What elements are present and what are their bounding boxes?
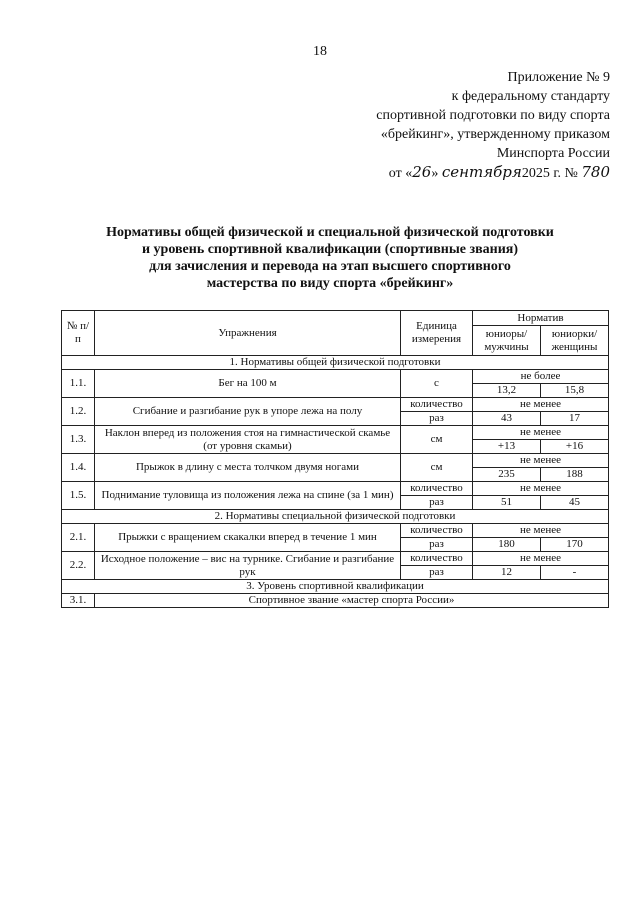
section-row <box>62 510 609 524</box>
header-female: юниорки/ женщины <box>541 326 609 356</box>
row-num: 1.1. <box>62 370 95 398</box>
annex-line-1: Приложение № 9 <box>507 70 610 85</box>
header-norm: Норматив <box>473 311 609 326</box>
row-exercise: Сгибание и разгибание рук в упоре лежа на полу <box>95 398 401 426</box>
order-date-line <box>310 163 610 183</box>
row-unit-2: раз <box>401 538 473 552</box>
annex-line-3: спортивной подготовки по виду спорта <box>376 108 610 123</box>
standards-table <box>61 310 609 608</box>
row-exercise: Бег на 100 м <box>95 370 401 398</box>
row-male: 43 <box>473 412 541 426</box>
annex-line-5: Минспорта России <box>496 146 610 161</box>
date-year: 2025 г. № <box>521 166 578 181</box>
row-female: 188 <box>541 468 609 482</box>
table-row <box>62 398 609 412</box>
row-unit-2: раз <box>401 412 473 426</box>
page-number: 18 <box>313 44 327 59</box>
row-male: 235 <box>473 468 541 482</box>
order-number: 780 <box>581 163 610 181</box>
row-exercise: Поднимание туловища из положения лежа на спине (за 1 мин) <box>95 482 401 510</box>
row-num: 1.4. <box>62 454 95 482</box>
row-male: +13 <box>473 440 541 454</box>
row-condition: не менее <box>473 524 609 538</box>
annex-line-2: к федеральному стандарту <box>451 89 610 104</box>
header-male: юниоры/ мужчины <box>473 326 541 356</box>
row-condition: не менее <box>473 398 609 412</box>
row-unit: количество <box>401 482 473 496</box>
row-male: 13,2 <box>473 384 541 398</box>
row-condition: не более <box>473 370 609 384</box>
row-unit: см <box>401 426 473 454</box>
document-title <box>80 224 580 292</box>
row-condition: не менее <box>473 482 609 496</box>
row-male: 180 <box>473 538 541 552</box>
row-male: 51 <box>473 496 541 510</box>
row-num: 3.1. <box>62 594 95 608</box>
row-num: 1.5. <box>62 482 95 510</box>
row-unit-2: раз <box>401 496 473 510</box>
title-line-4: мастерства по виду спорта «брейкинг» <box>206 276 454 291</box>
row-exercise: Исходное положение – вис на турнике. Сгибание и разгибание рук <box>95 552 401 580</box>
table-row <box>62 426 609 440</box>
annex-header <box>310 68 610 183</box>
row-unit: количество <box>401 552 473 566</box>
row-condition: не менее <box>473 454 609 468</box>
row-exercise: Наклон вперед из положения стоя на гимнастической скамье (от уровня скамьи) <box>95 426 401 454</box>
header-exercise: Упражнения <box>95 311 401 356</box>
row-female: - <box>541 566 609 580</box>
row-unit: см <box>401 454 473 482</box>
header-unit: Единица измерения <box>401 311 473 356</box>
row-unit-2: раз <box>401 566 473 580</box>
table-row <box>62 454 609 468</box>
section-row <box>62 356 609 370</box>
row-condition: не менее <box>473 426 609 440</box>
row-female: 170 <box>541 538 609 552</box>
date-day: 26 <box>412 163 432 181</box>
row-female: 45 <box>541 496 609 510</box>
row-male: 12 <box>473 566 541 580</box>
table-row <box>62 370 609 384</box>
section-row <box>62 580 609 594</box>
section-2: 2. Нормативы специальной физической подготовки <box>62 510 609 524</box>
row-unit: количество <box>401 524 473 538</box>
row-num: 2.1. <box>62 524 95 552</box>
row-num: 1.3. <box>62 426 95 454</box>
row-exercise: Прыжки с вращением скакалки вперед в течение 1 мин <box>95 524 401 552</box>
row-female: +16 <box>541 440 609 454</box>
row-exercise: Прыжок в длину с места толчком двумя ногами <box>95 454 401 482</box>
table-row <box>62 594 609 608</box>
title-line-1: Нормативы общей физической и специальной физической подготовки <box>106 225 554 240</box>
row-num: 1.2. <box>62 398 95 426</box>
date-month: сентября <box>441 163 522 181</box>
table-header-row <box>62 311 609 326</box>
table-row <box>62 482 609 496</box>
date-prefix: от « <box>388 166 413 181</box>
date-mid: » <box>431 166 439 181</box>
row-unit: с <box>401 370 473 398</box>
row-female: 17 <box>541 412 609 426</box>
table-row <box>62 552 609 566</box>
row-num: 2.2. <box>62 552 95 580</box>
section-3: 3. Уровень спортивной квалификации <box>62 580 609 594</box>
annex-line-4: «брейкинг», утвержденному приказом <box>380 127 610 142</box>
header-num: № п/п <box>62 311 95 356</box>
row-unit: количество <box>401 398 473 412</box>
title-line-2: и уровень спортивной квалификации (спортивные звания) <box>141 242 519 257</box>
table-row <box>62 524 609 538</box>
row-qualification: Спортивное звание «мастер спорта России» <box>95 594 609 608</box>
row-condition: не менее <box>473 552 609 566</box>
row-female: 15,8 <box>541 384 609 398</box>
section-1: 1. Нормативы общей физической подготовки <box>62 356 609 370</box>
title-line-3: для зачисления и перевода на этап высшего спортивного <box>149 259 511 274</box>
